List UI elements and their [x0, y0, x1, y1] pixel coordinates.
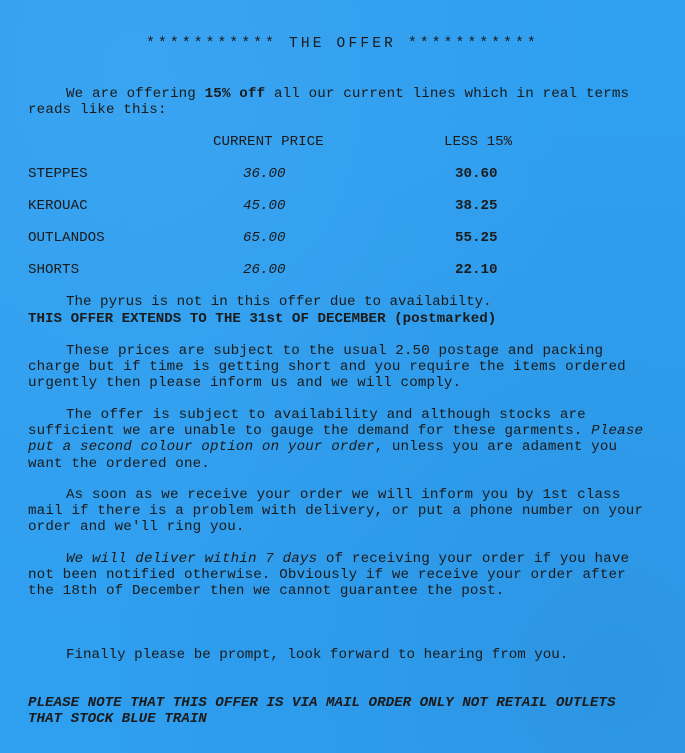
intro-prefix: We are offering: [66, 86, 205, 102]
receive-paragraph: [28, 487, 653, 536]
product-name: STEPPES: [28, 166, 88, 182]
availability-text: The offer is subject to availability and although stocks are sufficient we are unable to gauge the demand for these garments.: [28, 407, 586, 440]
availability-paragraph: [28, 407, 653, 472]
current-price: 65.00: [243, 230, 286, 246]
pyrus-note: The pyrus is not in this offer due to availabilty.: [66, 294, 492, 310]
offer-deadline: THIS OFFER EXTENDS TO THE 31st OF DECEMBER (postmarked): [28, 311, 497, 327]
closing-line: Finally please be prompt, look forward to hearing from you.: [66, 647, 569, 663]
column-header-less-15: LESS 15%: [444, 134, 513, 150]
delivery-text: of receiving your order if you have not been notified otherwise. Obviously if we receive your order after the 18th of December then we cannot guarantee the post.: [28, 551, 630, 600]
intro-suffix: all our current lines which in real terms reads like this:: [28, 86, 630, 119]
postage-paragraph: [28, 343, 653, 392]
discounted-price: 30.60: [455, 166, 498, 182]
current-price: 36.00: [243, 166, 286, 182]
receive-text: As soon as we receive your order we will inform you by 1st class mail if there is a problem with delivery, or put a phone number on your order and we'll ring you.: [28, 487, 644, 536]
current-price: 45.00: [243, 198, 286, 214]
discounted-price: 38.25: [455, 198, 498, 214]
discounted-price: 55.25: [455, 230, 498, 246]
delivery-paragraph: [28, 551, 653, 600]
availability-tail: , unless you are adament you want the ordered one.: [28, 439, 618, 472]
page-title: *********** THE OFFER ***********: [146, 36, 539, 52]
delivery-promise: We will deliver within 7 days: [66, 551, 318, 567]
product-name: OUTLANDOS: [28, 230, 105, 246]
postage-text: These prices are subject to the usual 2.50 postage and packing charge but if time is getting short and you require the items ordered urgently then please inform us and we will comply.: [28, 343, 626, 392]
product-name: KEROUAC: [28, 198, 88, 214]
discounted-price: 22.10: [455, 262, 498, 278]
product-name: SHORTS: [28, 262, 80, 278]
current-price: 26.00: [243, 262, 286, 278]
intro-discount: 15% off: [204, 86, 266, 102]
column-header-current-price: CURRENT PRICE: [213, 134, 324, 150]
mail-order-note: PLEASE NOTE THAT THIS OFFER IS VIA MAIL ORDER ONLY NOT RETAIL OUTLETS THAT STOCK BLUE TRAIN: [28, 695, 616, 727]
colour-option-note: Please put a second colour option on your order: [28, 423, 644, 456]
intro-paragraph: [28, 86, 653, 118]
